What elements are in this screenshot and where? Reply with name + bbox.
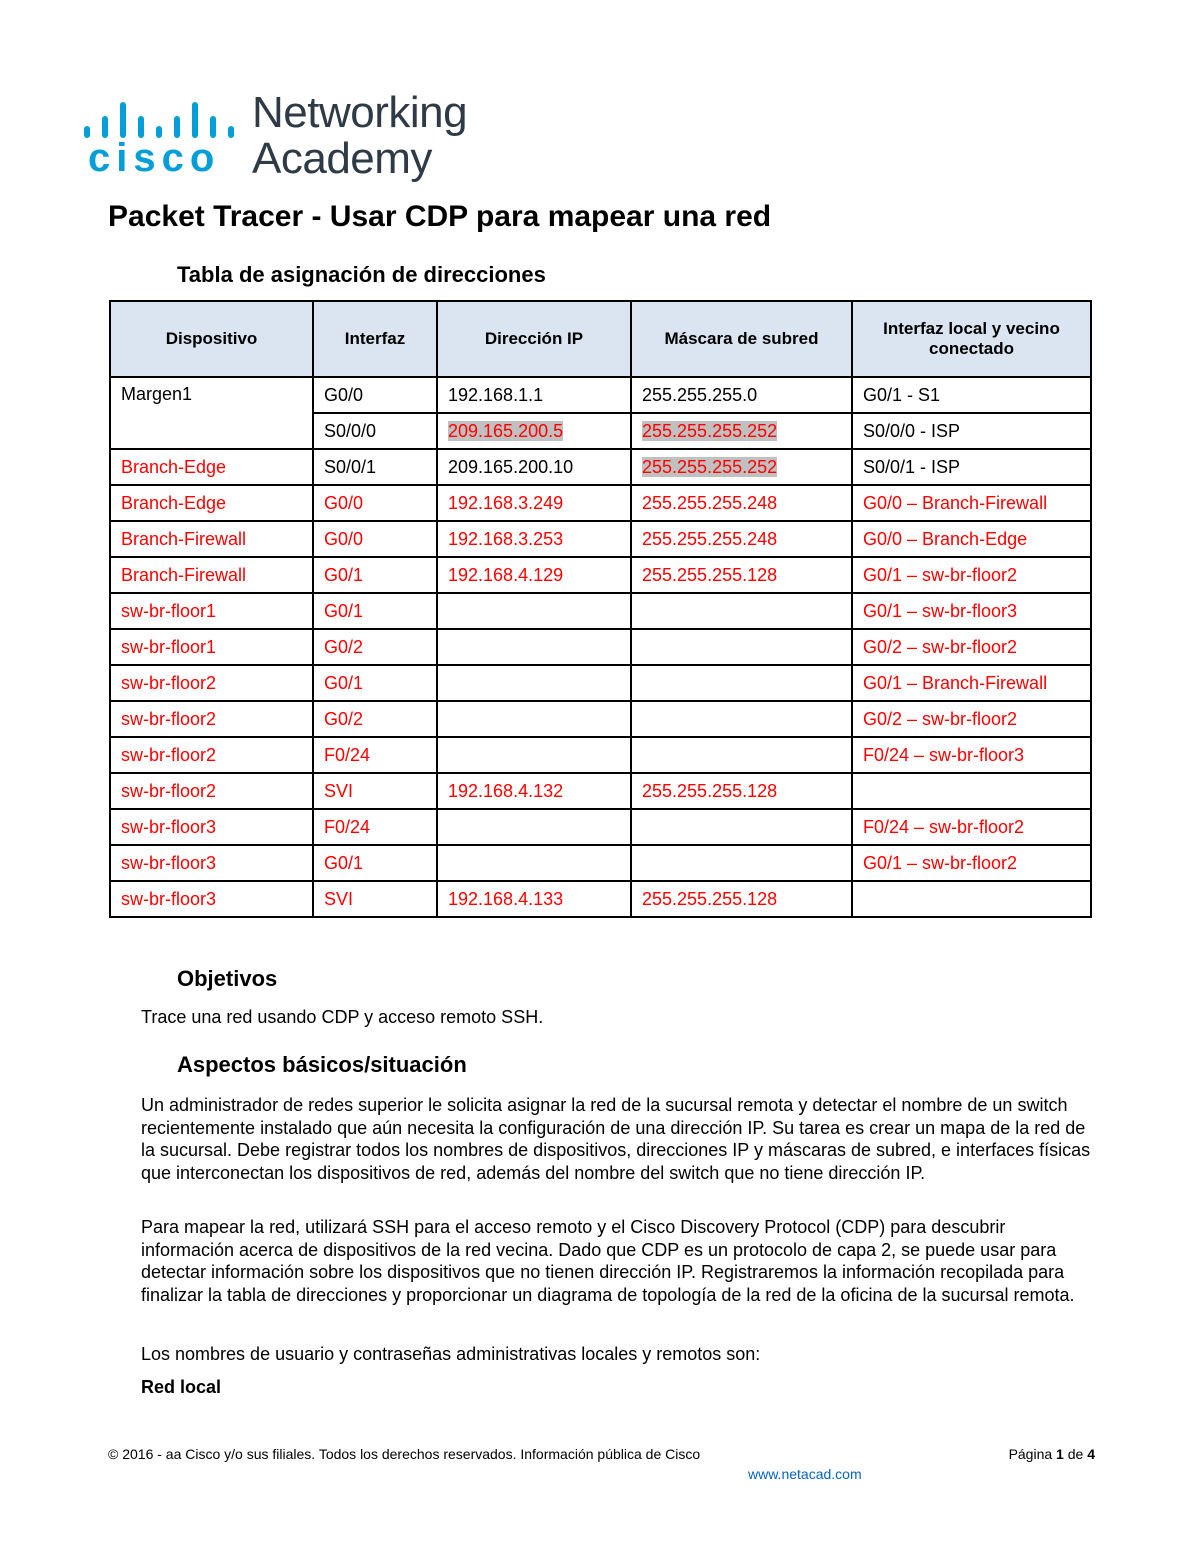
cell-mask: 255.255.255.128 (631, 881, 852, 917)
cisco-networking-academy-logo (84, 86, 484, 182)
header-interfaz: Interfaz (313, 301, 437, 377)
cell-interface: G0/0 (313, 485, 437, 521)
cell-neighbor: G0/2 – sw-br-floor2 (852, 701, 1091, 737)
cell-neighbor: G0/1 – Branch-Firewall (852, 665, 1091, 701)
cell-mask (631, 809, 852, 845)
table-row (110, 521, 1091, 557)
cisco-bars-icon (84, 94, 234, 138)
objectives-text: Trace una red usando CDP y acceso remoto SSH. (141, 1007, 544, 1027)
header-dispositivo: Dispositivo (110, 301, 313, 377)
table-row (110, 809, 1091, 845)
cell-interface: SVI (313, 773, 437, 809)
cell-neighbor: G0/0 – Branch-Edge (852, 521, 1091, 557)
cell-neighbor: S0/0/1 - ISP (852, 449, 1091, 485)
cell-mask (631, 593, 852, 629)
table-row (110, 485, 1091, 521)
cell-neighbor: S0/0/0 - ISP (852, 413, 1091, 449)
cell-ip: 192.168.4.133 (437, 881, 631, 917)
cell-mask (631, 449, 852, 485)
table-row (110, 773, 1091, 809)
page-total: 4 (1087, 1446, 1095, 1462)
cell-ip (437, 701, 631, 737)
cell-mask-highlight: 255.255.255.252 (642, 456, 778, 477)
cell-interface: G0/1 (313, 845, 437, 881)
cell-neighbor (852, 881, 1091, 917)
page-of: de (1067, 1446, 1084, 1462)
cell-ip (437, 665, 631, 701)
cell-ip: 192.168.3.253 (437, 521, 631, 557)
cell-interface: G0/1 (313, 557, 437, 593)
cell-interface: SVI (313, 881, 437, 917)
cell-ip (437, 593, 631, 629)
cell-device: sw-br-floor2 (110, 737, 313, 773)
cell-neighbor: G0/1 – sw-br-floor2 (852, 845, 1091, 881)
cell-interface: G0/0 (313, 521, 437, 557)
table-row (110, 737, 1091, 773)
cell-device: Branch-Edge (110, 485, 313, 521)
cell-neighbor: F0/24 – sw-br-floor2 (852, 809, 1091, 845)
cell-ip: 192.168.1.1 (437, 377, 631, 413)
cell-ip (437, 845, 631, 881)
cell-ip (437, 629, 631, 665)
background-paragraph-3: Los nombres de usuario y contraseñas administrativas locales y remotos son: (141, 1344, 761, 1364)
table-row (110, 377, 1091, 413)
cell-neighbor: G0/1 – sw-br-floor2 (852, 557, 1091, 593)
cell-ip: 192.168.3.249 (437, 485, 631, 521)
cell-device: Branch-Firewall (110, 557, 313, 593)
cell-mask (631, 701, 852, 737)
page-title: Packet Tracer - Usar CDP para mapear una red (108, 200, 772, 233)
cell-device: Branch-Firewall (110, 521, 313, 557)
cell-device: sw-br-floor1 (110, 593, 313, 629)
cell-ip: 192.168.4.129 (437, 557, 631, 593)
table-row (110, 845, 1091, 881)
cell-device: sw-br-floor2 (110, 701, 313, 737)
table-row (110, 881, 1091, 917)
cell-interface: S0/0/1 (313, 449, 437, 485)
cell-interface: F0/24 (313, 737, 437, 773)
table-row (110, 557, 1091, 593)
page-current: 1 (1056, 1446, 1064, 1462)
cell-mask (631, 629, 852, 665)
footer-page-number (1009, 1446, 1095, 1462)
cell-interface: G0/1 (313, 665, 437, 701)
cell-mask (631, 845, 852, 881)
cell-device: sw-br-floor3 (110, 881, 313, 917)
cell-mask-highlight: 255.255.255.252 (642, 420, 778, 441)
cell-ip: 192.168.4.132 (437, 773, 631, 809)
cell-mask (631, 665, 852, 701)
header-direccion-ip: Dirección IP (437, 301, 631, 377)
cell-ip (437, 737, 631, 773)
cell-device: Branch-Edge (110, 449, 313, 485)
cell-mask (631, 413, 852, 449)
cell-interface: S0/0/0 (313, 413, 437, 449)
cell-device: sw-br-floor1 (110, 629, 313, 665)
cell-ip-highlight: 209.165.200.5 (448, 420, 564, 441)
cell-mask (631, 737, 852, 773)
cell-ip (437, 413, 631, 449)
cell-mask: 255.255.255.248 (631, 485, 852, 521)
table-row (110, 593, 1091, 629)
footer-url-link[interactable]: www.netacad.com (748, 1466, 862, 1482)
header-mascara: Máscara de subred (631, 301, 852, 377)
cell-neighbor: G0/1 - S1 (852, 377, 1091, 413)
cell-device: Margen1 (110, 377, 313, 449)
addressing-table-heading: Tabla de asignación de direcciones (177, 262, 546, 287)
cell-device: sw-br-floor2 (110, 665, 313, 701)
cell-device: sw-br-floor3 (110, 809, 313, 845)
table-row (110, 665, 1091, 701)
background-heading: Aspectos básicos/situación (177, 1052, 467, 1077)
cell-device: sw-br-floor3 (110, 845, 313, 881)
cell-mask: 255.255.255.0 (631, 377, 852, 413)
objectives-heading: Objetivos (177, 966, 278, 991)
cell-ip: 209.165.200.10 (437, 449, 631, 485)
cell-mask: 255.255.255.248 (631, 521, 852, 557)
background-paragraph-2: Para mapear la red, utilizará SSH para el acceso remoto y el Cisco Discovery Protocol (CDP) para descubrir información acerca de dispositivos de la red vecina. Dado que CDP es un protocolo de capa 2, se puede usar para detectar información sobre los dispositivos que no tienen dirección IP. Registraremos la información recopilada para finalizar la tabla de direcciones y proporcionar un diagrama de topología de la red de la oficina de la sucursal remota. (141, 1217, 1075, 1305)
cisco-wordmark: cisco (88, 136, 221, 180)
page-word: Página (1008, 1446, 1053, 1462)
cell-ip (437, 809, 631, 845)
cell-mask: 255.255.255.128 (631, 557, 852, 593)
footer-copyright: © 2016 - aa Cisco y/o sus filiales. Todos los derechos reservados. Información pública de Cisco (108, 1446, 701, 1462)
cell-interface: G0/0 (313, 377, 437, 413)
table-row (110, 629, 1091, 665)
cell-device: sw-br-floor2 (110, 773, 313, 809)
cell-interface: F0/24 (313, 809, 437, 845)
background-paragraph-1: Un administrador de redes superior le solicita asignar la red de la sucursal remota y detectar el nombre de un switch recientemente instalado que aún necesita la configuración de una dirección IP. Su tarea es crear un mapa de la red de la sucursal. Debe registrar todos los nombres de dispositivos, direcciones IP y máscaras de subred, e interfaces físicas que interconectan los dispositivos de red, además del nombre del switch que no tiene dirección IP. (141, 1095, 1091, 1183)
header-vecino: Interfaz local y vecino conectado (852, 301, 1091, 377)
cell-neighbor: F0/24 – sw-br-floor3 (852, 737, 1091, 773)
cell-interface: G0/1 (313, 593, 437, 629)
cell-neighbor: G0/1 – sw-br-floor3 (852, 593, 1091, 629)
logo-academy: Academy (252, 134, 432, 183)
logo-networking: Networking (252, 88, 468, 137)
table-row (110, 701, 1091, 737)
cell-neighbor: G0/0 – Branch-Firewall (852, 485, 1091, 521)
cell-interface: G0/2 (313, 701, 437, 737)
table-header-row (110, 301, 1091, 377)
local-network-subheading: Red local (141, 1377, 222, 1397)
cell-neighbor (852, 773, 1091, 809)
cell-neighbor: G0/2 – sw-br-floor2 (852, 629, 1091, 665)
cell-mask: 255.255.255.128 (631, 773, 852, 809)
cell-interface: G0/2 (313, 629, 437, 665)
table-row (110, 449, 1091, 485)
addressing-table (109, 300, 1092, 918)
